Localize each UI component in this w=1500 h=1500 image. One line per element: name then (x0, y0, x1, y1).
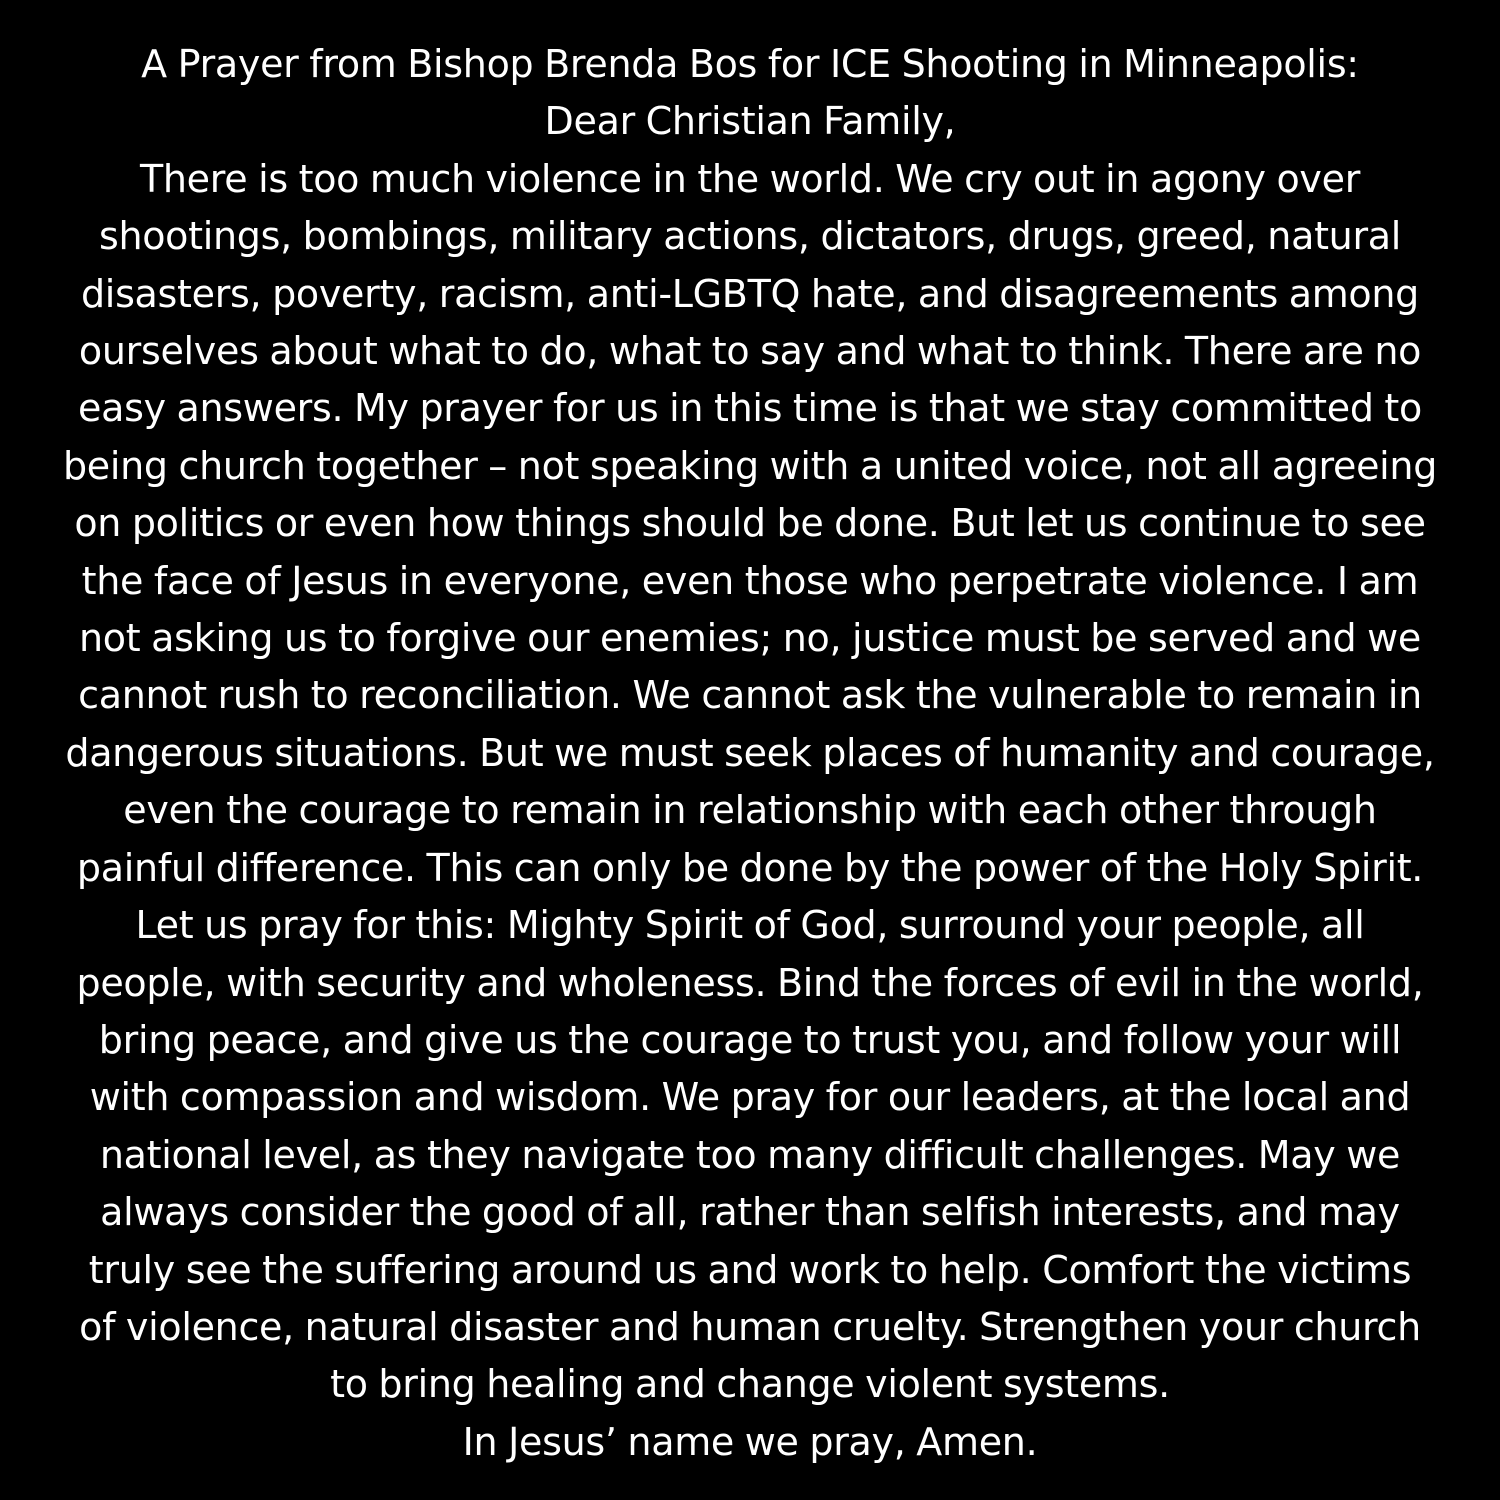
body-line: on politics or even how things should be done. But let us continue to see (74, 501, 1426, 546)
body-line: easy answers. My prayer for us in this time is that we stay committed to (78, 386, 1422, 431)
greeting: Dear Christian Family, (544, 99, 956, 144)
body-line: of violence, natural disaster and human cruelty. Strengthen your church (79, 1304, 1421, 1349)
body-line: disasters, poverty, racism, anti-LGBTQ hate, and disagreements among (80, 271, 1419, 316)
document-title: A Prayer from Bishop Brenda Bos for ICE Shooting in Minneapolis: (141, 42, 1359, 86)
body-line: dangerous situations. But we must seek places of humanity and courage, (65, 730, 1435, 775)
body-line: even the courage to remain in relationship with each other through (123, 788, 1377, 833)
body-line: with compassion and wisdom. We pray for our leaders, at the local and (89, 1075, 1411, 1120)
body-line: painful difference. This can only be done by the power of the Holy Spirit. (76, 845, 1424, 890)
closing-line: In Jesus’ name we pray, Amen. (462, 1419, 1038, 1464)
body-line: truly see the suffering around us and work to help. Comfort the victims (88, 1247, 1412, 1292)
body-line: national level, as they navigate too many difficult challenges. May we (99, 1132, 1401, 1177)
body-line: shootings, bombings, military actions, dictators, drugs, greed, natural (98, 214, 1402, 259)
body-line: There is too much violence in the world. We cry out in agony over (139, 156, 1361, 201)
body-line: always consider the good of all, rather than selfish interests, and may (100, 1190, 1400, 1235)
body-line: people, with security and wholeness. Bind the forces of evil in the world, (76, 960, 1424, 1005)
body-line: bring peace, and give us the courage to trust you, and follow your will (98, 1017, 1402, 1062)
body-line: the face of Jesus in everyone, even those who perpetrate violence. I am (81, 558, 1419, 603)
body-line: to bring healing and change violent systems. (330, 1362, 1170, 1407)
body-line: cannot rush to reconciliation. We cannot ask the vulnerable to remain in (78, 673, 1422, 718)
body-line: being church together – not speaking with a united voice, not all agreeing (62, 443, 1438, 488)
body-line: not asking us to forgive our enemies; no, justice must be served and we (79, 616, 1421, 661)
body-line: ourselves about what to do, what to say and what to think. There are no (78, 329, 1422, 374)
body-line: Let us pray for this: Mighty Spirit of God, surround your people, all (135, 903, 1365, 948)
